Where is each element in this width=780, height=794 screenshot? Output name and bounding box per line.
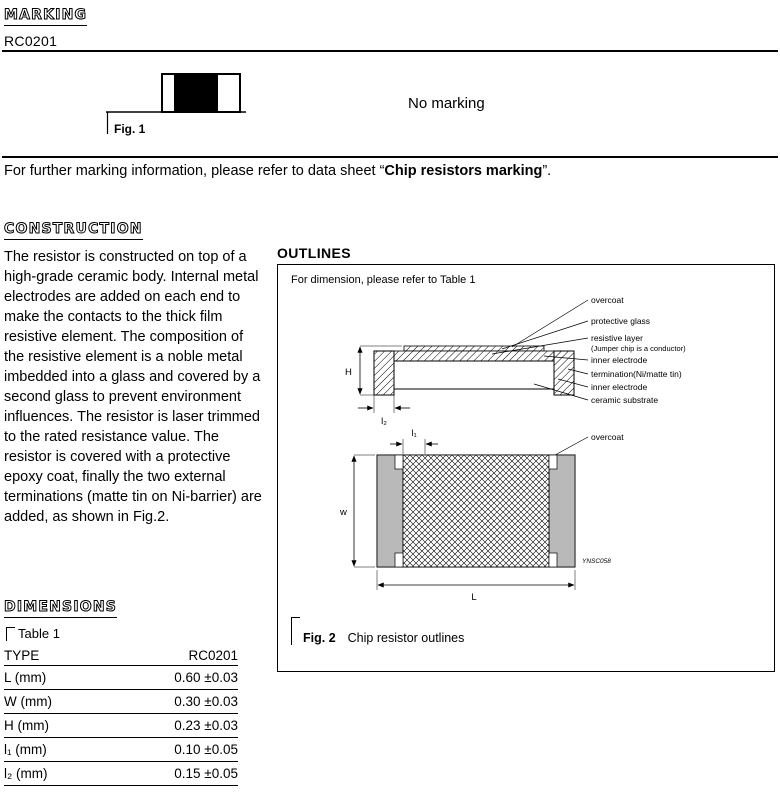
dimension-l2 (358, 395, 410, 427)
dimension-l1 (390, 428, 438, 454)
label-resistive-layer-note: (Jumper chip is a conductor) (591, 344, 686, 353)
row-label: l₂ (mm) (4, 766, 48, 781)
dimension-w (339, 455, 375, 567)
resistive-layer (392, 351, 556, 361)
table-header-row (4, 645, 238, 666)
dim-h-label: H (345, 367, 352, 378)
row-value: 0.23 ±0.03 (174, 718, 238, 733)
label-inner-electrode-2: inner electrode (591, 382, 648, 392)
resistor-body (174, 75, 218, 111)
fig2-caption-text: Chip resistor outlines (347, 631, 465, 645)
construction-paragraph: The resistor is constructed on top of a high-grade ceramic body. Internal metal electrodes are added on each end to make the contacts to the thick film resistive element. The composition of the resistive element is a noble metal imbedded into a glass and covered by a second glass to prevent environment influences. The resistor is laser trimmed to the rated resistance value. The resistor is covered with a protective epoxy coat, finally the two external terminations (matte tin on Ni-barrier) are added, as shown in Fig.2. (4, 249, 262, 525)
column-header-rc0201: RC0201 (188, 647, 238, 663)
marking-note (4, 163, 551, 179)
overcoat-area (403, 455, 549, 567)
table1-label-text: Table 1 (18, 626, 60, 641)
label-overcoat-bottom: overcoat (591, 432, 624, 442)
notch (549, 455, 557, 469)
notch (395, 455, 403, 469)
label-protective-glass: protective glass (591, 316, 651, 326)
fig2-bracket (291, 617, 300, 645)
notch (395, 553, 403, 567)
dimensions-section-header (4, 598, 117, 618)
row-label: H (mm) (4, 718, 49, 733)
table-row (4, 666, 238, 690)
row-label: W (mm) (4, 694, 52, 709)
table1-bracket (6, 627, 15, 641)
table-row (4, 690, 238, 714)
label-overcoat-top: overcoat (591, 295, 624, 305)
construction-section-header (4, 220, 143, 240)
row-label: l₁ (mm) (4, 742, 47, 757)
left-terminal (377, 455, 403, 567)
fig1-drawing (100, 66, 250, 142)
section-divider (2, 50, 778, 52)
table1-caption (6, 626, 60, 641)
fig2-drawing (314, 287, 766, 609)
section-divider (2, 156, 778, 158)
outlines-note: For dimension, please refer to Table 1 (291, 274, 476, 286)
dimension-l (377, 570, 575, 603)
table-row (4, 738, 238, 762)
part-number: RC0201 (4, 33, 58, 49)
top-view (377, 455, 575, 567)
notch (549, 553, 557, 567)
marking-heading: MARKING (4, 7, 87, 26)
fig2-label: Fig. 2 (303, 631, 336, 645)
note-text: ”. (542, 163, 552, 179)
outlines-box (277, 264, 775, 672)
dimensions-table (4, 645, 238, 786)
label-ceramic-substrate: ceramic substrate (591, 395, 659, 405)
table-row (4, 762, 238, 786)
dimensions-heading: DIMENSIONS (4, 599, 117, 618)
note-text: For further marking information, please refer to data sheet “ (4, 163, 385, 179)
construction-heading: CONSTRUCTION (4, 221, 143, 240)
fig1-label: Fig. 1 (114, 122, 146, 136)
dim-w-label: w (340, 507, 347, 518)
dim-l-label: L (471, 592, 477, 603)
fig2-caption-row (291, 617, 464, 645)
table-row (4, 714, 238, 738)
note-bold-text: Chip resistors marking (384, 163, 543, 179)
row-value: 0.15 ±0.05 (174, 766, 238, 781)
row-value: 0.60 ±0.03 (174, 670, 238, 685)
row-label: L (mm) (4, 670, 47, 685)
cross-section-view (374, 346, 574, 395)
no-marking-text: No marking (408, 95, 485, 112)
dim-l2-label: l₂ (381, 416, 387, 427)
column-header-type: TYPE (4, 647, 40, 663)
marking-section-header (4, 6, 87, 26)
row-value: 0.30 ±0.03 (174, 694, 238, 709)
drawing-code: YNSC058 (582, 558, 611, 565)
left-termination (374, 351, 394, 395)
label-termination: termination(Ni/matte tin) (591, 369, 682, 379)
row-value: 0.10 ±0.05 (174, 742, 238, 757)
outlines-heading: OUTLINES (277, 245, 351, 261)
label-inner-electrode-1: inner electrode (591, 355, 648, 365)
dim-l1-label: l₁ (411, 428, 417, 439)
right-terminal (549, 455, 575, 567)
label-resistive-layer: resistive layer (591, 333, 643, 343)
